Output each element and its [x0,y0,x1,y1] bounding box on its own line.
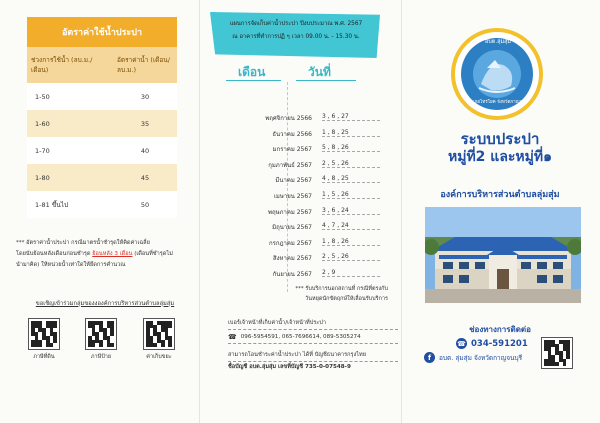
phone-number[interactable]: 034-591201 [471,338,528,349]
tariff-qty: 1-50 [27,83,113,110]
schedule-days-cell [322,113,382,125]
qr-garbage-fee[interactable] [143,318,175,361]
tariff-rate: 30 [113,83,177,110]
tariff-qty: 1-60 [27,110,113,137]
bank-account: ชื่อบัญชี อบต.ลุ่มสุ่ม เลขที่บัญชี 735-0-07548-9 [228,364,351,370]
pay-info: สามารถโอนชำระค่าน้ำประปา ได้ที่ บัญชีธนาคารกรุงไทย [228,350,398,362]
tariff-rate: 40 [113,137,177,164]
table-row [27,137,177,164]
qr-code-icon [541,337,573,369]
tariff-qty: 1-80 [27,164,113,191]
col-day-header: วันที่ [308,65,331,79]
building-image [425,207,581,303]
phone-icon: ☎ [457,339,466,348]
follow-title: ขอเชิญเข้าร่วมกลุ่มของงองค์การบริหารส่วนตำบลลุ่มสุ่ม [35,301,175,307]
staff-phone-row [228,332,398,344]
schedule-month: พฤศจิกายน 2566 [265,115,312,122]
tariff-qty: 1-81 ขึ้นไป [27,191,113,218]
logo-text-top: อบต.ลุ่มสุ่ม [484,39,512,45]
schedule-month: กรกฎาคม 2567 [268,239,312,247]
schedule-days-cell [322,129,382,141]
schedule-days-cell [322,269,382,281]
tariff-rate: 50 [113,191,177,218]
fold-line [401,0,402,423]
schedule-days-cell [322,175,382,187]
schedule-note-line: วันหยุดนักขัตฤกษ์ให้เลื่อนรับบริการ [305,296,388,302]
qr-code-icon [85,318,117,350]
schedule-days-cell [322,144,382,156]
qr-land-tax[interactable] [28,318,60,361]
schedule-month: กุมภาพันธ์ 2567 [268,161,312,169]
phone-icon: ☎ [228,333,237,341]
schedule-days: 1 , 8 , 26 [322,238,380,246]
schedule-days-cell [322,222,382,234]
schedule-month: สิงหาคม 2567 [272,255,312,263]
schedule-month: มิถุนายน 2567 [272,224,312,232]
schedule-days-cell [322,207,382,219]
schedule-note [228,284,388,304]
fold-line [199,0,200,423]
schedule-days: 5 , 8 , 26 [322,144,380,152]
schedule-row [232,269,392,281]
schedule-month: พฤษภาคม 2567 [267,208,312,216]
contact-title: ช่องทางการติดต่อ [469,325,531,334]
schedule-header [212,18,380,44]
org-logo [451,28,543,120]
tariff-note-text: โดยนับย้อนหลังเดือนก่อนชำรุด [16,251,91,257]
tariff-note [16,238,192,271]
divider [296,80,356,81]
contact-phone[interactable] [456,338,528,349]
schedule-row [232,113,392,125]
tariff-col-rate: อัตราค่าน้ำ (เดือน/ลบ.ม.) [113,47,177,83]
schedule-month: กันยายน 2567 [272,271,312,278]
tariff-col-qty: ช่วงการใช้น้ำ (ลบ.ม./เดือน) [27,47,113,83]
qr-contact[interactable] [541,337,573,369]
qr-sign-tax[interactable] [85,318,117,361]
tariff-note-line: *** อัตราค่าน้ำประปา กรณีมาตรน้ำชำรุดให้คิดค่าเฉลี่ย [16,240,150,246]
schedule-days: 2 , 5 , 26 [322,160,380,168]
tariff-note-line: นำมาคิด) ให้หน่วยน้ำเท่าใดให้ยึดการคำนวณ [16,262,126,268]
schedule-month: เมษายน 2567 [273,193,312,200]
staff-phone-label: เบอร์เจ้าหน้าที่เก็บค่าน้ำ/เจ้าหน้าที่ประปา [228,318,398,330]
schedule-days: 4 , 8 , 25 [322,175,380,183]
schedule-days: 3 , 6 , 24 [322,207,380,215]
schedule-days: 1 , 8 , 25 [322,129,380,137]
schedule-month: ธันวาคม 2566 [272,130,312,138]
schedule-title: แผนการจัดเก็บค่าน้ำประปา ปีงบประมาณ พ.ศ. 2567 [229,21,363,27]
tariff-table [27,47,177,218]
schedule-row [232,129,392,141]
schedule-row [232,222,392,234]
schedule-row [232,160,392,172]
tariff-note-highlight: ย้อนหลัง 3 เดือน [92,251,133,257]
table-row [27,83,177,110]
divider [226,80,281,81]
schedule-row [232,191,392,203]
org-name: องค์การบริหารส่วนตำบลลุ่มสุ่ม [440,190,560,200]
facebook-link[interactable] [424,352,522,363]
schedule-time: ณ อาคารที่ทำการปฏิ ๆ เวลา 09.00 น. - 15.30 น. [232,34,360,40]
qr-caption: ภาษีที่ดิน [33,354,55,360]
tariff-note-line [16,249,192,260]
staff-contact [228,318,398,373]
qr-code-icon [28,318,60,350]
schedule-row [232,207,392,219]
col-month-header: เดือน [238,65,266,79]
office-building-photo [425,207,581,303]
table-row [27,164,177,191]
logo-text-bottom: อำเภอไทรโยค จังหวัดกาญจนบุรี [467,100,531,105]
schedule-days: 3 , 6 , 27 [322,113,380,121]
qr-caption: ค่าเก็บขยะ [146,354,172,360]
staff-phones[interactable]: 096-5954591, 065-7696614, 089-5305274 [240,334,361,340]
schedule-days: 1 , 5 , 26 [322,191,380,199]
page-title: ระบบประปา [460,130,540,148]
qr-caption: ภาษีป้าย [90,354,112,360]
schedule-days-cell [322,160,382,172]
tariff-rate: 35 [113,110,177,137]
schedule-days: 2 , 9 [322,269,380,277]
page-subtitle: หมู่ที่2 และหมู่ที่๑ [448,149,552,165]
schedule-days-cell [322,191,382,203]
tariff-title: อัตราค่าใช้น้ำประปา [27,17,177,47]
table-row [27,110,177,137]
tariff-rate: 45 [113,164,177,191]
schedule-days-cell [322,253,382,265]
qr-code-icon [143,318,175,350]
schedule-note-line: *** รับบริการนอกสถานที่ กรณีที่ตรงกับ [295,286,388,292]
facebook-icon: f [424,352,435,363]
schedule-row [232,238,392,250]
tariff-note-text: (เดือนที่ชำรุดไม่ [134,251,173,257]
schedule-days: 4 , 7 , 24 [322,222,380,230]
tariff-qty: 1-70 [27,137,113,164]
schedule-month: มกราคม 2567 [272,146,312,154]
facebook-name[interactable]: อบต. ลุ่มสุ่ม จังหวัดกาญจนบุรี [439,353,523,362]
schedule-days: 2 , 5 , 26 [322,253,380,261]
schedule-month: มีนาคม 2567 [275,177,312,185]
schedule-row [232,175,392,187]
schedule-row [232,253,392,265]
schedule-days-cell [322,238,382,250]
schedule-row [232,144,392,156]
table-row [27,191,177,218]
